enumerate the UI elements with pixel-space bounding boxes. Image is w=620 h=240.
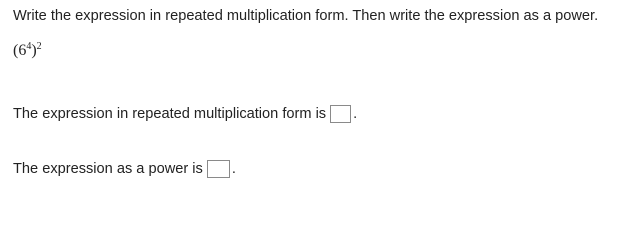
repeated-multiplication-prompt: The expression in repeated multiplication form is: [13, 106, 327, 122]
power-suffix: .: [231, 161, 236, 177]
expression-outer-exponent: 2: [36, 41, 42, 52]
expression-close-paren: ): [31, 42, 37, 59]
power-prompt: The expression as a power is: [13, 161, 203, 177]
question-instruction: Write the expression in repeated multiplication form. Then write the expression as a power.: [13, 8, 599, 24]
expression-open-paren: (: [13, 42, 19, 59]
repeated-multiplication-suffix: .: [353, 106, 358, 122]
repeated-multiplication-answer-input[interactable]: [330, 105, 351, 123]
repeated-multiplication-answer-row: [13, 103, 357, 125]
expression-inner-exponent: 4: [26, 41, 32, 52]
expression-base: 6: [18, 42, 27, 59]
math-expression: [13, 40, 42, 64]
power-answer-input[interactable]: [207, 160, 230, 178]
power-answer-row: [13, 158, 236, 180]
